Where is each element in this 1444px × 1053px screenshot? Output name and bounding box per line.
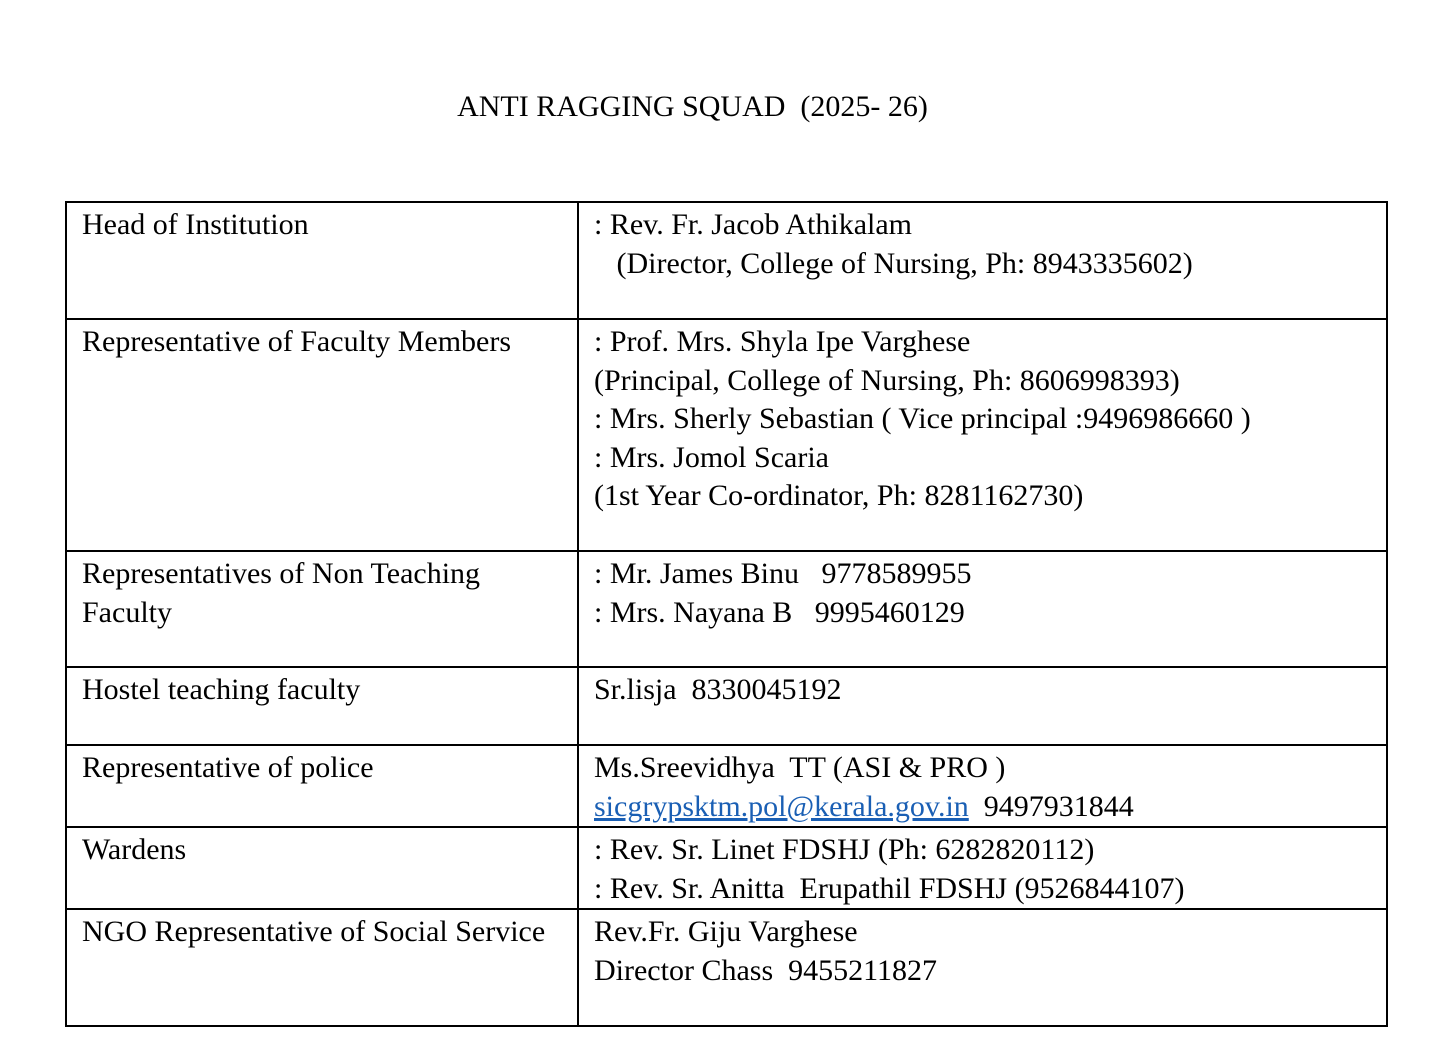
table-row [66, 319, 1387, 551]
member-line: Ms.Sreevidhya TT (ASI & PRO ) [594, 751, 1006, 784]
member-line [594, 788, 1372, 827]
member-line: : Mrs. Sherly Sebastian ( Vice principal :9496986660 ) [594, 402, 1251, 436]
member-line: : Mr. James Binu 9778589955 [594, 557, 972, 590]
members-cell [578, 319, 1387, 551]
role-cell: Hostel teaching faculty [66, 667, 578, 745]
members-cell [578, 202, 1387, 319]
member-line: Sr.lisja 8330045192 [594, 673, 842, 706]
member-line: : Mrs. Nayana B 9995460129 [594, 595, 965, 629]
member-line: Rev.Fr. Giju Varghese [594, 915, 858, 949]
table-row [66, 202, 1387, 319]
table-row [66, 909, 1387, 1026]
members-cell [578, 667, 1387, 745]
member-line: : Rev. Sr. Linet FDSHJ (Ph: 6282820112) [594, 833, 1095, 867]
member-line: (Director, College of Nursing, Ph: 8943335602) [594, 246, 1193, 280]
table-row [66, 745, 1387, 827]
role-cell: Wardens [66, 827, 578, 909]
table-row [66, 551, 1387, 667]
committee-table [65, 201, 1388, 1027]
member-line: (Principal, College of Nursing, Ph: 8606998393) [594, 363, 1180, 397]
phone-number: 9497931844 [968, 789, 1134, 823]
table-row [66, 667, 1387, 745]
page-title: ANTI RAGGING SQUAD (2025- 26) [457, 90, 928, 123]
member-line: : Rev. Fr. Jacob Athikalam [594, 208, 913, 241]
member-line: Director Chass 9455211827 [594, 953, 938, 987]
role-cell: Head of Institution [66, 202, 578, 319]
table-row [66, 827, 1387, 909]
member-line: : Mrs. Jomol Scaria [594, 440, 829, 474]
role-cell: Representative of police [66, 745, 578, 827]
member-line: : Rev. Sr. Anitta Erupathil FDSHJ (9526844107) [594, 871, 1185, 905]
members-cell [578, 827, 1387, 909]
members-cell [578, 551, 1387, 667]
role-cell: NGO Representative of Social Service [66, 909, 578, 1026]
members-cell [578, 745, 1387, 827]
role-cell: Representatives of Non Teaching Faculty [66, 551, 578, 667]
member-line: (1st Year Co-ordinator, Ph: 8281162730) [594, 479, 1084, 513]
member-line: : Prof. Mrs. Shyla Ipe Varghese [594, 325, 971, 358]
members-cell [578, 909, 1387, 1026]
role-cell: Representative of Faculty Members [66, 319, 578, 551]
email-link[interactable]: sicgrypsktm.pol@kerala.gov.in [594, 789, 969, 823]
